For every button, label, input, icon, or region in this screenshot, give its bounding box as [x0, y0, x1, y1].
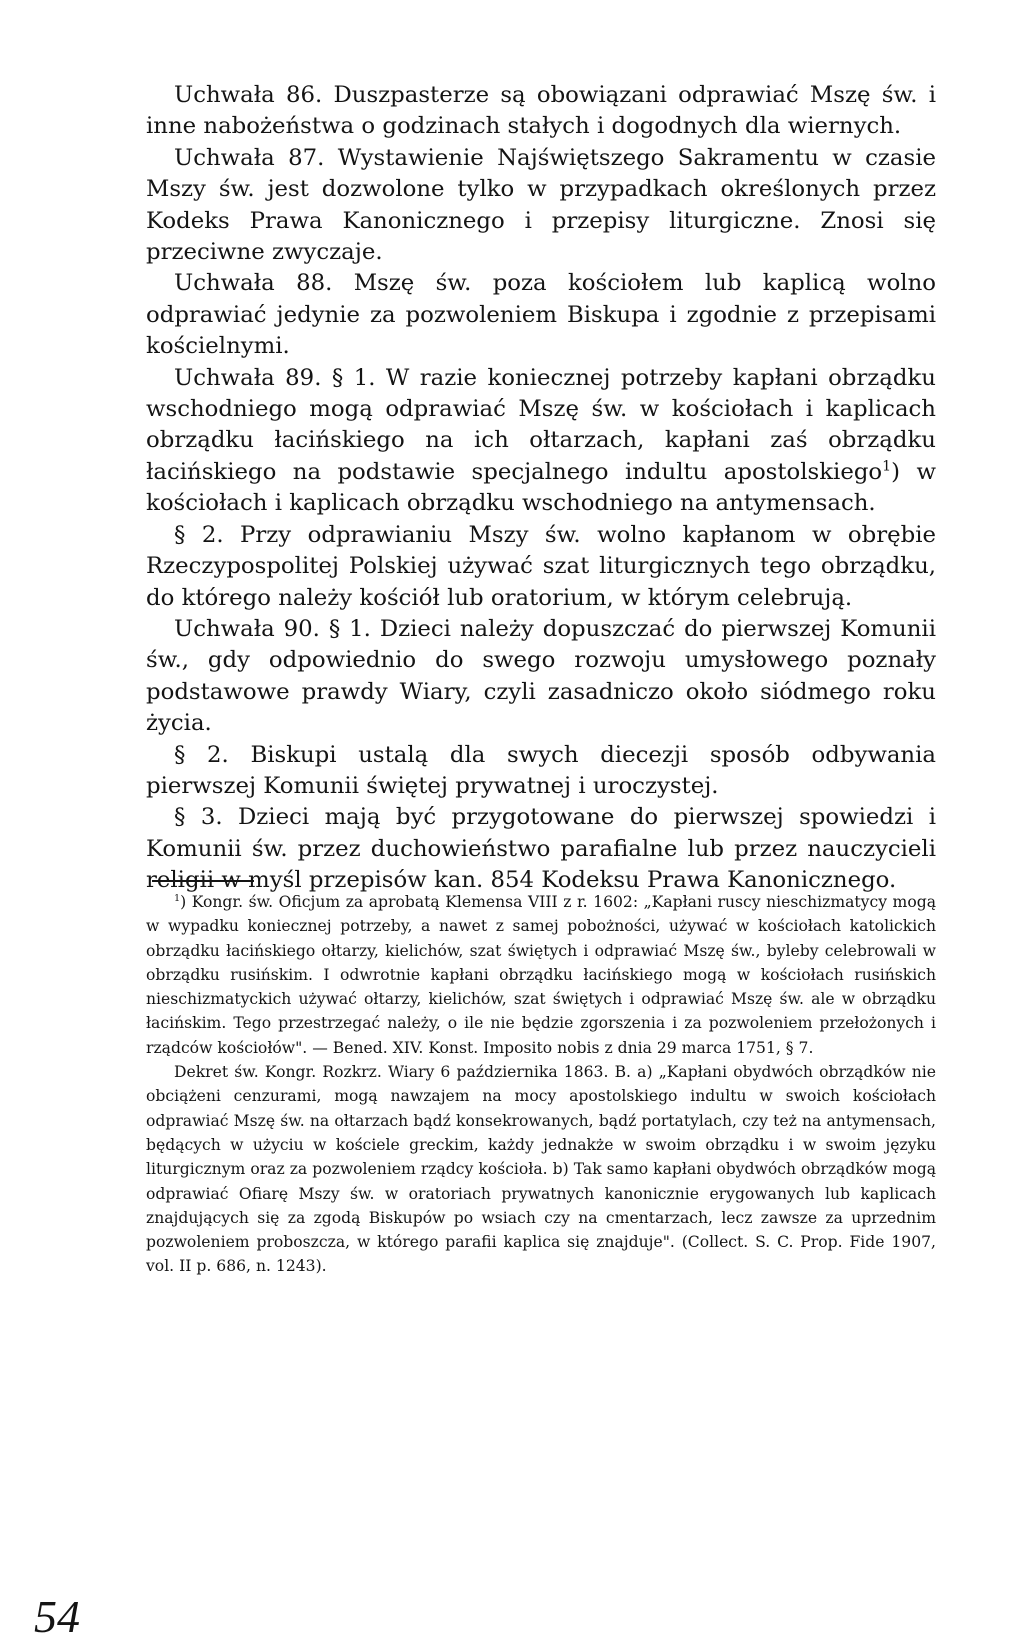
- paragraph-uchwala-87: Uchwała 87. Wystawienie Najświętszego Sakramentu w czasie Mszy św. jest dozwolone tylko w przypadkach określonych przez Kodeks Prawa Kanonicznego i przepisy liturgiczne. Znosi się przeciwne zwyczaje.: [146, 144, 936, 266]
- paragraph-uchwala-89-s1-tail: ) w kościołach i kaplicach obrządku wschodniego na antymensach.: [146, 458, 937, 517]
- footnote-1-continuation: Dekret św. Kongr. Rozkrz. Wiary 6 października 1863. B. a) „Kapłani obydwóch obrządków nie obciążeni cenzurami, mogą nawzajem na mocy apostolskiego indultu w swoich kościołach odprawiać Mszę św. na ołtarzach bądź konsekrowanych, bądź portatylach, czy też na antymensach, będących w użyciu w kościele greckim, każdy jednakże w swoim obrządku i w swoim języku liturgicznym oraz za pozwoleniem rządcy kościoła. b) Tak samo kapłani obydwóch obrządków mogą odprawiać Ofiarę Mszy św. w oratoriach prywatnych kanonicznie erygowanych lub kaplicach znajdujących się za zgodą Biskupów po wsiach czy na cmentarzach, lecz zawsze za uprzednim pozwoleniem proboszcza, w którego parafii kaplica się znajduje". (Collect. S. C. Prop. Fide 1907, vol. II p. 686, n. 1243).: [146, 1063, 936, 1276]
- footnote-marker: 1: [174, 893, 181, 905]
- footnote-reference: 1: [882, 458, 892, 475]
- main-text: [146, 80, 936, 897]
- paragraph-uchwala-90-s3: § 3. Dzieci mają być przygotowane do pierwszej spowiedzi i Komunii św. przez duchowieństwo parafialne lub przez nauczycieli religii w myśl przepisów kan. 854 Kodeksu Prawa Kanonicznego.: [146, 804, 936, 894]
- footnotes: [146, 890, 936, 1279]
- paragraph-uchwala-89-s1: [146, 363, 936, 520]
- page-number: 54: [34, 1591, 80, 1642]
- paragraph-uchwala-89-s2: § 2. Przy odprawianiu Mszy św. wolno kapłanom w obrębie Rzeczypospolitej Polskiej używać szat liturgicznych tego obrządku, do którego należy kościół lub oratorium, w którym celebrują.: [146, 521, 936, 611]
- footnote-1: [146, 890, 936, 1060]
- paragraph-uchwala-88: Uchwała 88. Mszę św. poza kościołem lub kaplicą wolno odprawiać jedynie za pozwoleniem Biskupa i zgodnie z przepisami kościelnymi.: [146, 270, 936, 360]
- paragraph-uchwala-90-s2: § 2. Biskupi ustalą dla swych diecezji sposób odbywania pierwszej Komunii świętej prywatnej i uroczystej.: [146, 741, 936, 799]
- footnote-1-text: ) Kongr. św. Oficjum za aprobatą Klemensa VIII z r. 1602: „Kapłani ruscy nieschizmatycy mogą w wypadku koniecznej potrzeby, a nawet z samej pobożności, używać w kościołach katolickich obrządku łacińskiego ołtarzy, kielichów, szat świętych i odprawiać Mszę św., byleby celebrowali w obrządku rusińskim. I odwrotnie kapłani obrządku łacińskiego mogą w kościołach rusińskich nieschizmatyckich używać ołtarzy, kielichów, szat świętych i odprawiać Mszę św. ale w obrządku łacińskim. Tego przestrzegać należy, o ile nie będzie zgorszenia i za pozwoleniem przełożonych i rządców kościołów". — Bened. XIV. Konst. Imposito nobis z dnia 29 marca 1751, § 7.: [146, 893, 936, 1057]
- paragraph-uchwala-90-s1: Uchwała 90. § 1. Dzieci należy dopuszczać do pierwszej Komunii św., gdy odpowiednio do swego rozwoju umysłowego poznały podstawowe prawdy Wiary, czyli zasadniczo około siódmego roku życia.: [146, 615, 936, 737]
- paragraph-uchwala-89-s1-text: Uchwała 89. § 1. W razie koniecznej potrzeby kapłani obrządku wschodniego mogą odprawiać Mszę św. w kościołach i kaplicach obrządku łacińskiego na ich ołtarzach, kapłani zaś obrządku łacińskiego na podstawie specjalnego indultu apostolskiego: [146, 364, 936, 485]
- paragraph-uchwala-86: Uchwała 86. Duszpasterze są obowiązani odprawiać Mszę św. i inne nabożeństwa o godzinach stałych i dogodnych dla wiernych.: [146, 82, 936, 140]
- footnote-separator: [152, 880, 254, 882]
